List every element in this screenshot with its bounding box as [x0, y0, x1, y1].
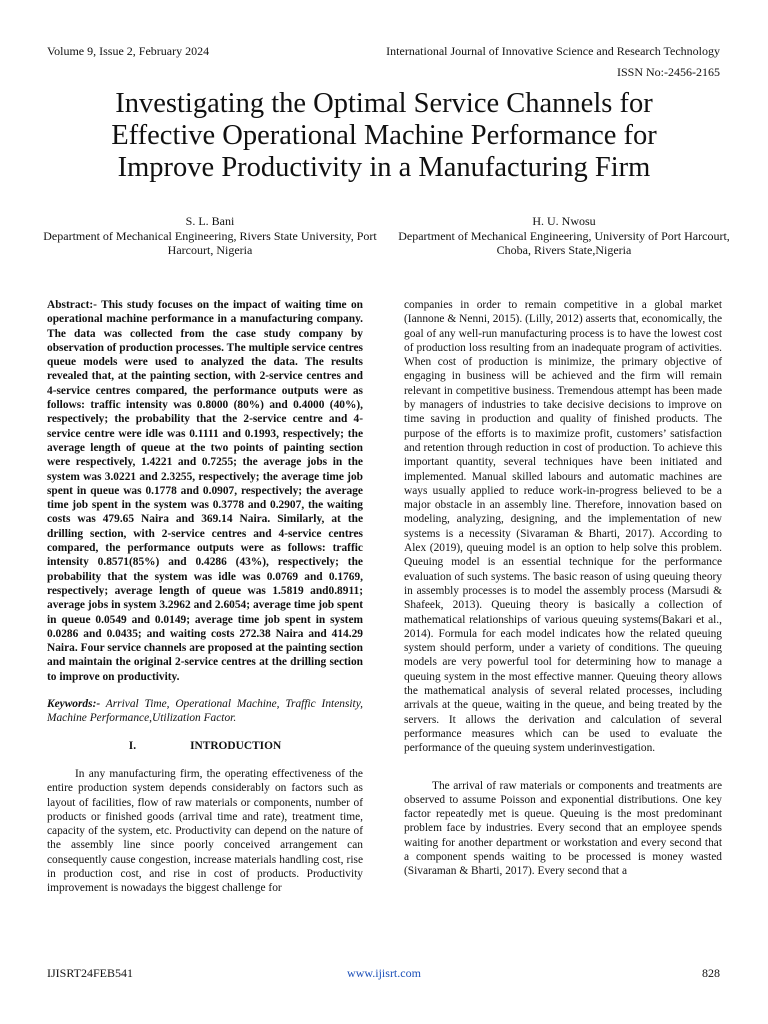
section-title: INTRODUCTION: [190, 739, 282, 752]
author-name: S. L. Bani: [185, 214, 235, 228]
abstract: Abstract:- This study focuses on the impact of waiting time on operational machine performance in a manufacturing company. The data was collected from the case study company by observation of production processes. The multiple service centres queue models were used to analyzed the data. The results revealed that, at the painting section, with 2-service centres and 4-service centres compared, the performance outputs were as follows: traffic intensity was 0.8000 (80%) and 0.4000 (40%), respectively; the probability that the 2-service centre and 4-service centre were idle was 0.1111 and 0.1993, respectively; the average length of queue at the two points of painting section were respectively, 1.4221 and 0.7255; the average jobs in the system was 3.0221 and 2.3255, respectively; the average time job spent in queue was 0.1778 and 0.0907, respectively; the average time job spent in the system was 0.3778 and 0.2907, the waiting costs was 479.65 Naira and 369.14 Naira. Similarly, at the drilling section, with 2-service centres and 4-service centres compared, the performance outputs were as follows: traffic intensity 0.8571(85%) and 0.4286 (43%), respectively; the probability that the system was idle was 0.0769 and 0.1769, respectively; average length of queue was 1.5819 and0.8911; average jobs in system 3.2962 and 2.6054; average time job spent in queue 0.0549 and 0.0149; average time job spent in system 0.0286 and 0.0435; and waiting costs 272.38 Naira and 414.29 Naira. Four service channels are proposed at the painting section and maintain the original 2-service centres at the drilling section to improve on productivity.: [47, 299, 363, 683]
volume-issue: Volume 9, Issue 2, February 2024: [47, 44, 210, 58]
right-column: [404, 298, 722, 879]
issn: ISSN No:-2456-2165: [616, 65, 720, 79]
journal-name: International Journal of Innovative Science and Research Technology: [386, 44, 720, 58]
title-line-2: Effective Operational Machine Performance for: [111, 120, 657, 151]
title-line-3: Improve Productivity in a Manufacturing Firm: [117, 152, 651, 183]
body-paragraph-2: The arrival of raw materials or components and treatments are observed to assume Poisson and exponential distributions. One key factor repeatedly met is queue. Queuing is the most predominant problem face by industries. Every second that an employee spends waiting for another department or workstation and every second that a component spends waiting to be processed is money wasted (Sivaraman & Bharti, 2017). Every second that a: [404, 779, 722, 878]
keywords: [47, 697, 363, 726]
author-affiliation: Department of Mechanical Engineering, University of Port Harcourt, Choba, Rivers State,Nigeria: [398, 228, 730, 257]
body-paragraph-1: companies in order to remain competitive in a global market (Iannone & Nenni, 2015). (Lilly, 2012) asserts that, economically, the goal of any well-run manufacturing process is to have the lowest cost of production loss resulting from an inadequate program of activities. When cost of production is minimize, the primary objective of engaging in business will be achieved and the firm will remain relevant in competitive business. Tremendous attempt has been made by managers of industries to take decisive decisions to improve on time saving in production and quality of finished products. The purpose of the efforts is to maximize profit, customers’ satisfaction and retention through reduction in cost of production. To achieve this important quantity, several techniques have been initiated and implemented. Manual skilled labours and automatic machines are ways usually applied to reduce work-in-progress believed to be a major obstacle in an assembly line. Therefore, innovation based on modeling, analyzing, designing, and the implementation of new systems is a necessity (Sivaraman & Bharti, 2017). According to Alex (2019), queuing model is an option to help solve this problem. Queuing model is an essential technique for the performance evaluation of such systems. The basic reason of using queuing theory in assembly processes is to model the assembly process (Marsudi & Shafeek, 2013). Queuing theory is basically a collection of mathematical relationships of various queuing systems(Bakari et al., 2014). Formula for each model indicates how the related queuing system should perform, under a variety of conditions. The queuing models are very powerful tool for determining how to manage a queuing system in the most effective manner. Queuing theory allows the mathematical analysis of several related processes, including arrivals at the queue, waiting in the queue, and being treated by the servers. It allows the derivation and calculation of several performance measures which can be used to evaluate the performance of the queuing system underinvestigation.: [404, 299, 722, 755]
section-number: I.: [128, 739, 137, 752]
left-column: [47, 298, 363, 896]
author-affiliation: Department of Mechanical Engineering, Rivers State University, Port Harcourt, Nigeria: [43, 228, 377, 257]
journal-url[interactable]: www.ijisrt.com: [347, 966, 421, 980]
paper-code: IJISRT24FEB541: [47, 966, 133, 980]
author-2: [394, 214, 734, 258]
paper-title: [40, 88, 728, 184]
keywords-label: Keywords:-: [47, 698, 101, 711]
intro-paragraph: In any manufacturing firm, the operating effectiveness of the entire production system depends considerably on factors such as layout of facilities, flow of raw materials or components, number of products or finished goods (arrival time and rate), treatment time, capacity of the system, etc. Productivity can depend on the nature of the assembly line since poorly conceived arrangement can consequently cause congestion, increase materials handling cost, rise in production cost, and rise in cost of products. Productivity improvement is nowadays the biggest challenge for: [47, 767, 363, 895]
title-line-1: Investigating the Optimal Service Channels for: [115, 88, 653, 119]
author-1: [40, 214, 380, 258]
author-name: H. U. Nwosu: [532, 214, 596, 228]
page-number: 828: [702, 966, 720, 980]
section-heading: [47, 739, 363, 753]
keywords-text: Arrival Time, Operational Machine, Traffic Intensity, Machine Performance,Utilization Factor.: [47, 698, 363, 725]
